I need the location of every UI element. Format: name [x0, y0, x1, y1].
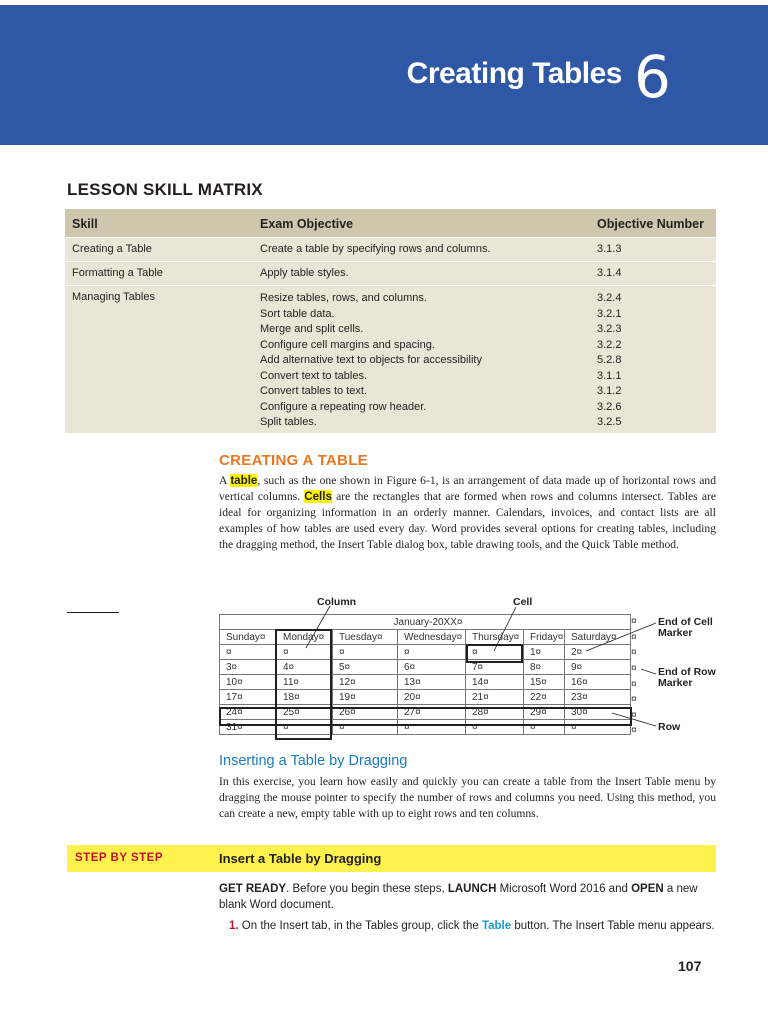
calendar-cell: 17¤ — [220, 690, 277, 705]
chapter-number: 6 — [634, 43, 671, 111]
step-1-text-b: button. The Insert Table menu appears. — [511, 920, 715, 932]
term-table: table — [230, 474, 258, 487]
calendar-cell: ¤ — [565, 720, 631, 735]
calendar-cell: 21¤ — [466, 690, 524, 705]
get-ready-text-a: . Before you begin these steps, — [286, 883, 448, 895]
calendar-cell: 27¤ — [398, 705, 466, 720]
section-title: CREATING A TABLE — [219, 452, 368, 469]
calendar-cell: 2¤ — [565, 645, 631, 660]
end-of-row-marker: ¤ — [631, 632, 637, 643]
calendar-cell: ¤ — [277, 720, 333, 735]
callout-row: Row — [658, 721, 681, 733]
matrix-number: 3.2.6 — [597, 400, 622, 413]
calendar-cell: 25¤ — [277, 705, 333, 720]
open-keyword: OPEN — [631, 883, 664, 895]
paragraph-text: are the rectangles that are formed when rows and columns intersect. Tables are ideal for organizing information in an orderly manner. Calendars, invoices, and contact lists are all examples of how tables are used every day. Word provides several options for creating tables, including the dragging method, the Insert Table dialog box, table drawing tools, and the Quick Table method. — [219, 490, 716, 551]
get-ready-text-c: a new blank Word document. — [219, 883, 698, 911]
subsection-paragraph: In this exercise, you learn how easily and quickly you can create a table from the Insert Table menu by dragging the mouse pointer to specify the number of rows and columns you need. Using this method, you can create a new, empty table with up to eight rows and ten columns. — [219, 775, 716, 820]
step-by-step-label: STEP BY STEP — [75, 852, 164, 864]
day-header: Monday¤ — [277, 630, 333, 645]
matrix-number: 3.2.5 — [597, 416, 622, 428]
calendar-cell: 10¤ — [220, 675, 277, 690]
calendar-cell: 19¤ — [333, 690, 398, 705]
get-ready-lead: GET READY — [219, 883, 287, 895]
matrix-number: 3.2.1 — [597, 307, 622, 320]
launch-keyword: LAUNCH — [447, 883, 497, 895]
calendar-cell: 24¤ — [220, 705, 277, 720]
leader-column — [306, 606, 330, 648]
get-ready-text-b: Microsoft Word 2016 and — [496, 883, 632, 895]
step-title: Insert a Table by Dragging — [219, 851, 382, 866]
calendar-cell: ¤ — [466, 720, 524, 735]
end-of-row-marker: ¤ — [631, 647, 637, 658]
paragraph-text: , such as the one shown in Figure 6-1, is an arrangement of data made up of horizontal rows and vertical columns. — [219, 474, 716, 503]
calendar-cell: 9¤ — [565, 660, 631, 675]
day-header: Thursday¤ — [466, 630, 524, 645]
day-header: Saturday¤ — [565, 630, 631, 645]
step-1 — [229, 918, 719, 934]
matrix-objective: Resize tables, rows, and columns. — [260, 292, 427, 304]
calendar-cell: 11¤ — [277, 675, 333, 690]
end-of-row-marker: ¤ — [631, 710, 637, 721]
matrix-objective: Apply table styles. — [260, 267, 349, 279]
calendar-cell: 14¤ — [466, 675, 524, 690]
matrix-header-objective: Exam Objective — [260, 217, 354, 231]
calendar-cell: ¤ — [398, 645, 466, 660]
matrix-skill: Creating a Table — [72, 243, 152, 255]
day-header: Wednesday¤ — [398, 630, 466, 645]
get-ready-text — [219, 881, 716, 913]
calendar-title: January-20XX¤ — [220, 615, 631, 630]
page-number: 107 — [678, 958, 702, 974]
matrix-header-skill: Skill — [72, 217, 98, 231]
calendar-cell: ¤ — [333, 720, 398, 735]
table-button-reference: Table — [481, 920, 512, 932]
calendar-cell: ¤ — [466, 645, 524, 660]
matrix-heading: LESSON SKILL MATRIX — [67, 180, 263, 199]
matrix-number: 3.1.2 — [597, 385, 622, 397]
matrix-number: 3.2.4 — [597, 292, 622, 304]
leader-cell — [494, 607, 516, 651]
matrix-objective: Split tables. — [260, 416, 317, 428]
calendar-cell: ¤ — [277, 645, 333, 660]
matrix-objective: Create a table by specifying rows and columns. — [260, 243, 491, 255]
leader-end-of-row — [641, 669, 656, 674]
calendar-cell: 28¤ — [466, 705, 524, 720]
calendar-cell: 29¤ — [524, 705, 565, 720]
day-header: Sunday¤ — [220, 630, 277, 645]
end-of-row-marker: ¤ — [631, 694, 637, 705]
term-cells: Cells — [304, 490, 332, 503]
matrix-number: 3.2.2 — [597, 338, 622, 351]
calendar-cell: 8¤ — [524, 660, 565, 675]
calendar-cell: 4¤ — [277, 660, 333, 675]
step-1-text-a: On the Insert tab, in the Tables group, click the — [238, 920, 482, 932]
matrix-objective: Configure cell margins and spacing. — [260, 338, 435, 351]
matrix-number: 3.2.3 — [597, 323, 622, 335]
calendar-cell: 7¤ — [466, 660, 524, 675]
calendar-cell: 15¤ — [524, 675, 565, 690]
callout-column: Column — [317, 596, 357, 608]
calendar-cell: ¤ — [333, 645, 398, 660]
calendar-cell: 23¤ — [565, 690, 631, 705]
matrix-skill: Formatting a Table — [72, 267, 163, 279]
matrix-objective: Configure a repeating row header. — [260, 400, 427, 413]
paragraph-text: A — [219, 474, 231, 487]
calendar-cell: 16¤ — [565, 675, 631, 690]
calendar-cell: 6¤ — [398, 660, 466, 675]
calendar-cell: 13¤ — [398, 675, 466, 690]
matrix-number: 3.1.1 — [597, 369, 622, 382]
step-by-step-band — [67, 845, 716, 872]
callout-end-of-row: End of Row Marker — [658, 666, 716, 689]
day-header: Tuesday¤ — [333, 630, 398, 645]
calendar-cell: 12¤ — [333, 675, 398, 690]
matrix-skill: Managing Tables — [72, 291, 155, 303]
calendar-cell: ¤ — [524, 720, 565, 735]
end-of-row-marker: ¤ — [631, 725, 637, 736]
matrix-number: 3.1.4 — [597, 267, 622, 279]
leader-row — [612, 713, 656, 726]
calendar-cell: 31¤ — [220, 720, 277, 735]
end-of-row-marker: ¤ — [631, 679, 637, 690]
matrix-number: 5.2.8 — [597, 354, 622, 366]
subsection-title: Inserting a Table by Dragging — [219, 753, 408, 769]
day-header: Friday¤ — [524, 630, 565, 645]
matrix-objective: Convert text to tables. — [260, 369, 367, 382]
calendar-cell: 1¤ — [524, 645, 565, 660]
calendar-cell: 3¤ — [220, 660, 277, 675]
calendar-cell: 20¤ — [398, 690, 466, 705]
matrix-objective: Convert tables to text. — [260, 385, 367, 397]
calendar-cell: 5¤ — [333, 660, 398, 675]
calendar-cell: ¤ — [220, 645, 277, 660]
matrix-objective: Merge and split cells. — [260, 323, 364, 335]
matrix-objective: Add alternative text to objects for accessibility — [260, 354, 482, 366]
matrix-objective: Sort table data. — [260, 307, 335, 320]
callout-cell: Cell — [513, 596, 533, 608]
chapter-title: Creating Tables — [406, 57, 622, 90]
calendar-cell: 18¤ — [277, 690, 333, 705]
calendar-cell: ¤ — [398, 720, 466, 735]
leader-end-of-cell — [586, 623, 656, 651]
step-1-number: 1. — [229, 920, 239, 932]
matrix-header-number: Objective Number — [597, 217, 704, 231]
end-of-row-marker: ¤ — [631, 616, 637, 627]
end-of-row-marker: ¤ — [631, 663, 637, 674]
callout-end-of-cell: End of Cell Marker — [658, 616, 713, 639]
matrix-number: 3.1.3 — [597, 243, 622, 255]
calendar-cell: 30¤ — [565, 705, 631, 720]
calendar-cell: 26¤ — [333, 705, 398, 720]
calendar-cell: 22¤ — [524, 690, 565, 705]
